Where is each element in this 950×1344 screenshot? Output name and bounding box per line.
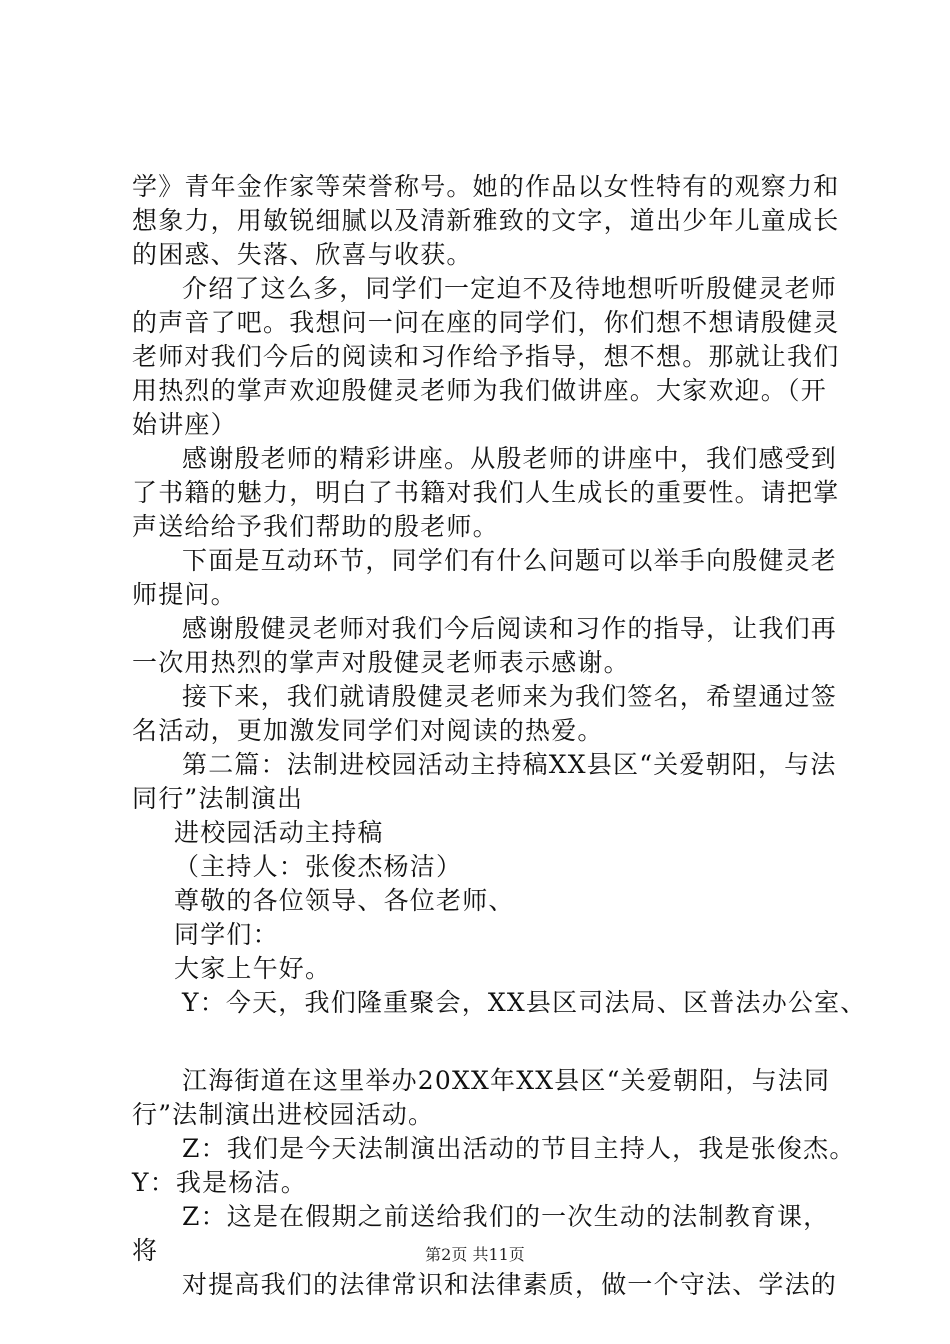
blank-gap (132, 1020, 832, 1064)
text-line: 行”法制演出进校园活动。 (132, 1100, 435, 1129)
text-line: 大家上午好。 (174, 954, 332, 983)
text-line: 对提高我们的法律常识和法律素质，做一个守法、学法的 (182, 1270, 838, 1299)
text-line: 同学们： (174, 920, 279, 949)
document-body (132, 170, 867, 1302)
text-line: 将 (132, 1236, 159, 1265)
text-line: 江海街道在这里举办20XX年XX县区“关爱朝阳，与法同 (182, 1066, 831, 1095)
text-line: 学》青年金作家等荣誉称号。她的作品以女性特有的观察力和 (132, 172, 840, 201)
section-heading-cont: 同行”法制演出 (132, 784, 304, 813)
text-line: 声送给给予我们帮助的殷老师。 (132, 512, 499, 541)
text-line: 师提问。 (132, 580, 237, 609)
text-line: 尊敬的各位领导、各位老师、 (174, 886, 515, 915)
text-line: 的困惑、失落、欣喜与收获。 (132, 240, 473, 269)
text-line: 老师对我们今后的阅读和习作给予指导，想不想。那就让我们 (132, 342, 840, 371)
text-line: 感谢殷老师的精彩讲座。从殷老师的讲座中，我们感受到 (182, 444, 838, 473)
text-line: Z：这是在假期之前送给我们的一次生动的法制教育课， (182, 1202, 830, 1231)
text-line: （主持人：张俊杰杨洁） (174, 852, 463, 881)
text-line: Y：我是杨洁。 (132, 1168, 307, 1197)
page-number-footer: 第2页 共11页 (425, 1245, 525, 1264)
text-line: Z：我们是今天法制演出活动的节目主持人，我是张俊杰。 (182, 1134, 856, 1163)
text-line: 始讲座） (132, 410, 237, 439)
text-line: 接下来，我们就请殷健灵老师来为我们签名，希望通过签 (182, 682, 838, 711)
text-line: 一次用热烈的掌声对殷健灵老师表示感谢。 (132, 648, 630, 677)
text-line: 进校园活动主持稿 (174, 818, 384, 847)
text-line: 名活动，更加激发同学们对阅读的热爱。 (132, 716, 604, 745)
text-line: 介绍了这么多，同学们一定迫不及待地想听听殷健灵老师 (182, 274, 838, 303)
text-line: 用热烈的掌声欢迎殷健灵老师为我们做讲座。大家欢迎。（开 (132, 376, 827, 405)
text-line: 感谢殷健灵老师对我们今后阅读和习作的指导，让我们再 (182, 614, 838, 643)
text-line: Y：今天，我们隆重聚会，XX县区司法局、区普法办公室、 (182, 988, 867, 1017)
section-heading: 第二篇：法制进校园活动主持稿XX县区“关爱朝阳，与法 (182, 750, 837, 779)
text-line: 的声音了吧。我想问一问在座的同学们，你们想不想请殷健灵 (132, 308, 840, 337)
text-line: 想象力，用敏锐细腻以及清新雅致的文字，道出少年儿童成长 (132, 206, 840, 235)
text-line: 了书籍的魅力，明白了书籍对我们人生成长的重要性。请把掌 (132, 478, 840, 507)
text-line: 下面是互动环节，同学们有什么问题可以举手向殷健灵老 (182, 546, 838, 575)
